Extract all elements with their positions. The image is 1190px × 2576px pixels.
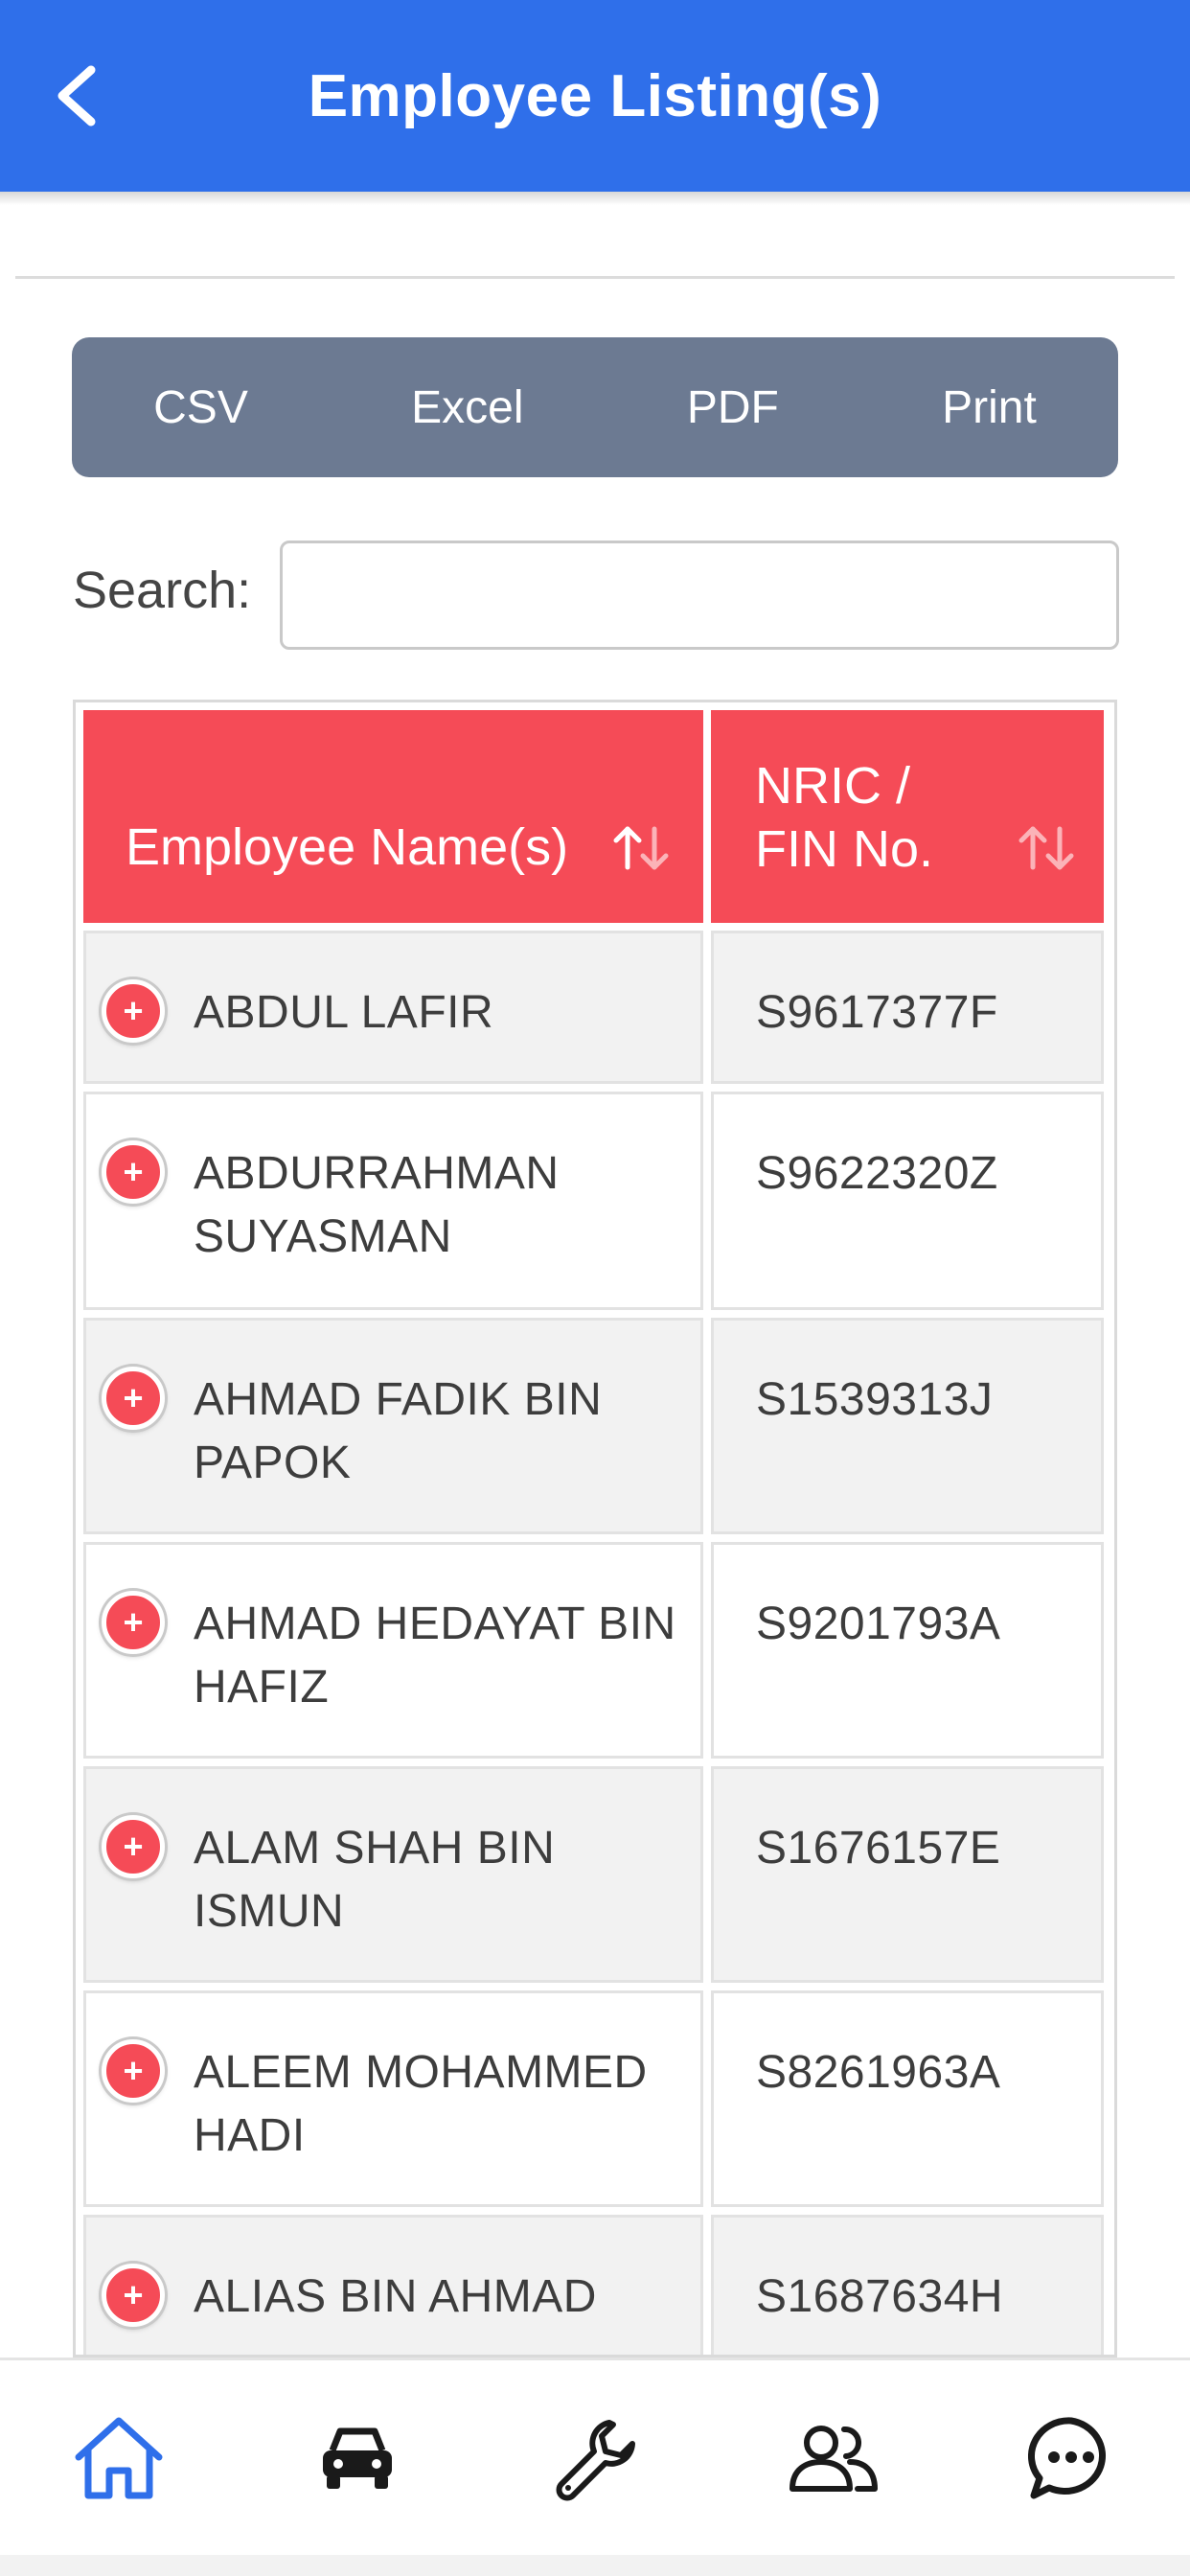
search-input[interactable] (280, 540, 1119, 650)
pdf-button[interactable]: PDF (686, 381, 779, 433)
column-header-label: NRIC / FIN No. (755, 757, 934, 878)
nric-number: S9201793A (756, 1598, 1001, 1649)
nric-cell (711, 931, 1104, 1084)
nric-cell (711, 1318, 1104, 1534)
wrench-icon (552, 2415, 638, 2501)
table-row[interactable] (83, 1092, 1112, 1310)
employee-name: AHMAD HEDAYAT BIN HAFIZ (194, 1598, 676, 1713)
name-cell (83, 1542, 703, 1759)
expand-row-icon[interactable]: + (102, 1140, 165, 1204)
nric-cell (711, 1542, 1104, 1759)
name-cell (83, 931, 703, 1084)
home-indicator-area (0, 2555, 1190, 2576)
page-title: Employee Listing(s) (308, 62, 882, 129)
name-cell (83, 1092, 703, 1310)
column-header-label: Employee Name(s) (126, 818, 569, 876)
nav-tools[interactable] (542, 2405, 648, 2511)
export-toolbar (72, 337, 1118, 477)
divider (15, 276, 1175, 279)
name-cell (83, 1766, 703, 1983)
sort-icon (1016, 825, 1079, 871)
nric-number: S9617377F (756, 987, 998, 1038)
header-shadow (0, 192, 1190, 205)
name-cell (83, 1990, 703, 2207)
column-header-employee-name[interactable] (83, 710, 703, 923)
chat-icon (1028, 2415, 1114, 2501)
home-icon (73, 2415, 165, 2501)
table-header (83, 710, 1112, 923)
table-row[interactable] (83, 931, 1112, 1084)
expand-row-icon[interactable]: + (102, 979, 165, 1043)
employee-table (73, 700, 1117, 2358)
nric-cell (711, 1092, 1104, 1310)
nric-number: S9622320Z (756, 1148, 998, 1199)
expand-row-icon[interactable]: + (102, 1367, 165, 1430)
nav-vehicles[interactable] (305, 2405, 410, 2511)
table-row[interactable] (83, 2215, 1112, 2358)
employee-name: ABDURRAHMAN SUYASMAN (194, 1148, 560, 1262)
sort-ascending-icon (610, 825, 674, 871)
employee-name: ABDUL LAFIR (194, 987, 494, 1038)
table-row[interactable] (83, 1990, 1112, 2207)
users-icon (787, 2420, 879, 2496)
car-icon (319, 2424, 396, 2493)
nric-cell (711, 1766, 1104, 1983)
expand-row-icon[interactable]: + (102, 1815, 165, 1878)
nric-number: S1539313J (756, 1374, 994, 1425)
bottom-navigation (0, 2358, 1190, 2555)
nric-number: S8261963A (756, 2047, 1001, 2098)
table-row[interactable] (83, 1542, 1112, 1759)
employee-name: ALEEM MOHAMMED HADI (194, 2047, 648, 2161)
employee-name: ALAM SHAH BIN ISMUN (194, 1823, 556, 1937)
employee-name: AHMAD FADIK BIN PAPOK (194, 1374, 603, 1488)
employee-name: ALIAS BIN AHMAD (194, 2271, 597, 2322)
nav-home[interactable] (66, 2405, 172, 2511)
table-row[interactable] (83, 1318, 1112, 1534)
nric-cell (711, 1990, 1104, 2207)
name-cell (83, 1318, 703, 1534)
search-label: Search: (73, 562, 252, 619)
name-cell (83, 2215, 703, 2358)
print-button[interactable]: Print (942, 381, 1037, 433)
nric-number: S1687634H (756, 2271, 1004, 2322)
csv-button[interactable]: CSV (153, 381, 248, 433)
expand-row-icon[interactable]: + (102, 2264, 165, 2327)
excel-button[interactable]: Excel (411, 381, 524, 433)
nric-cell (711, 2215, 1104, 2358)
app-header (0, 0, 1190, 192)
expand-row-icon[interactable]: + (102, 2039, 165, 2103)
nav-messages[interactable] (1018, 2405, 1124, 2511)
nav-employees[interactable] (780, 2405, 885, 2511)
expand-row-icon[interactable]: + (102, 1591, 165, 1654)
column-header-nric[interactable] (711, 710, 1104, 923)
nric-number: S1676157E (756, 1823, 1001, 1874)
table-row[interactable] (83, 1766, 1112, 1983)
